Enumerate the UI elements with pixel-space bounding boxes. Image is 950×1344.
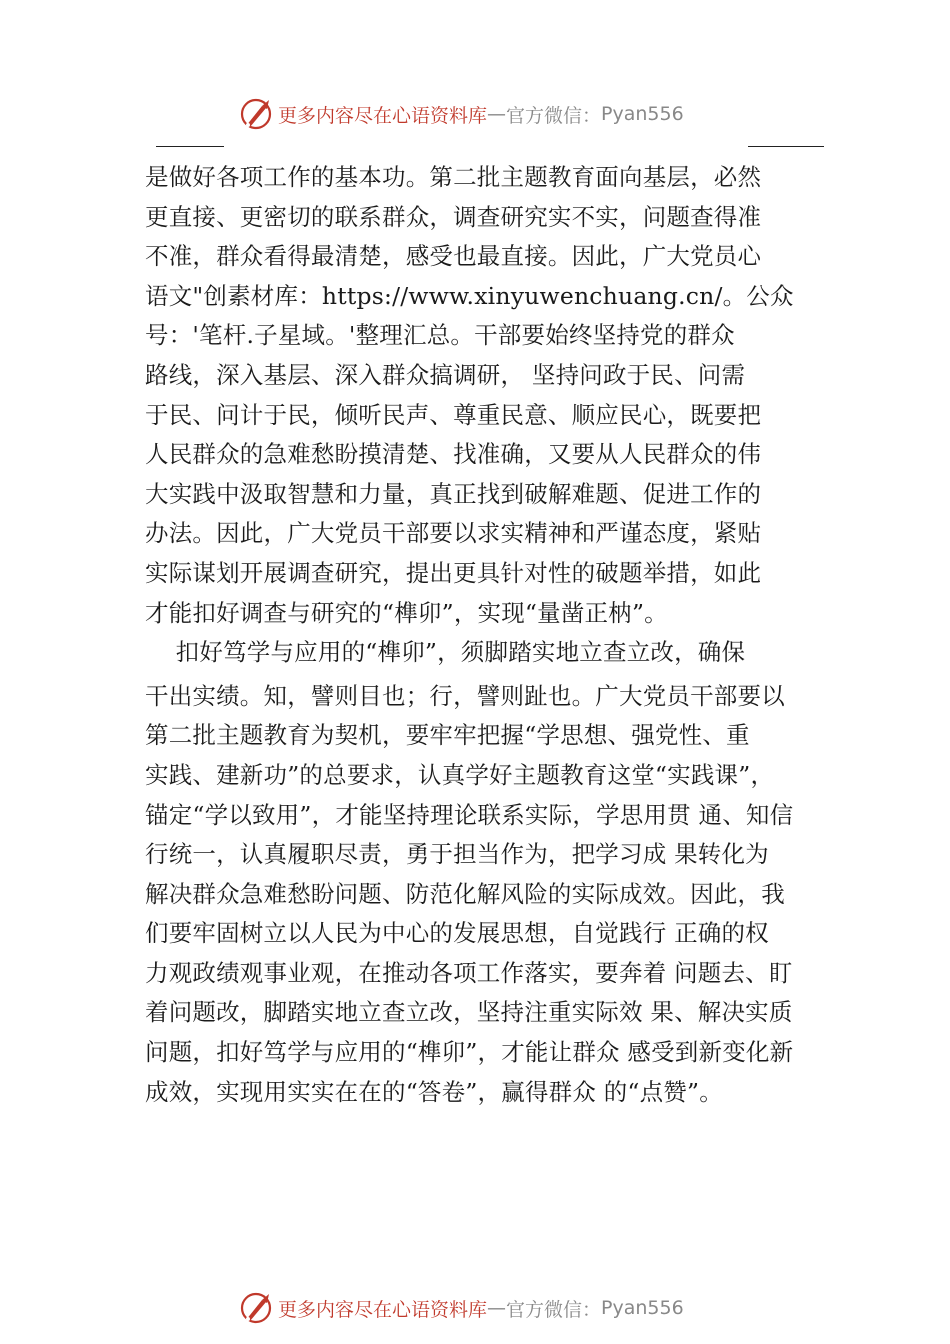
text-line: 才能扣好调查与研究的“榫卯”，实现“量凿正枘”。 <box>145 598 668 627</box>
text-line: 大实践中汲取智慧和力量，真正找到破解难题、促进工作的 <box>145 479 762 508</box>
text-line: 人民群众的急难愁盼摸清楚、找准确，又要从人民群众的伟 <box>145 440 762 469</box>
text-line: 是做好各项工作的基本功。第二批主题教育面向基层，必然 <box>145 163 762 191</box>
text-line: 办法。因此，广大党员干部要以求实精神和严谨态度，紧贴 <box>145 519 762 548</box>
text-line: 号：'笔杆.子星域。'整理汇总。干部要始终坚持党的群众 <box>145 321 735 350</box>
text-line: 问题，扣好笃学与应用的“榫卯”，才能让群众 感受到新变化新 <box>145 1038 794 1067</box>
text-line: 锚定“学以致用”，才能坚持理论联系实际，学思用贯 通、知信 <box>145 800 794 829</box>
text-line: 干出实绩。知，譬则目也；行，譬则趾也。广大党员干部要以 <box>145 681 785 710</box>
text-line: 实践、建新功”的总要求，认真学好主题教育这堂“实践课”， <box>145 760 775 789</box>
footer-wechat-id: Pyan556 <box>601 1297 684 1319</box>
text-line: 力观政绩观事业观，在推动各项工作落实，要奔着 问题去、盯 <box>145 958 793 987</box>
text-line: 不准，群众看得最清楚，感受也最直接。因此，广大党员心 <box>145 242 762 271</box>
text-line: 实际谋划开展调查研究，提出更具针对性的破题举措，如此 <box>145 558 762 587</box>
site-name: 更多内容尽在心语资料库 <box>278 104 488 127</box>
text-line: 成效，实现用实实在在的“答卷”，赢得群众 的“点赞”。 <box>145 1077 723 1106</box>
wechat-label: 官方微信： <box>506 104 602 127</box>
footer-banner <box>0 1286 950 1330</box>
text-line: 解决群众急难愁盼问题、防范化解风险的实际成效。因此，我 <box>145 879 785 908</box>
footer-banner-content <box>238 1290 684 1326</box>
text-line: 路线，深入基层、深入群众搞调研， 坚持问政于民、问需 <box>145 360 746 389</box>
header-rule-right <box>748 146 824 147</box>
header-rule-left <box>156 146 224 147</box>
footer-wechat-label: 官方微信： <box>506 1298 602 1321</box>
text-line: 行统一，认真履职尽责，勇于担当作为，把学习成 果转化为 <box>145 840 769 869</box>
text-line: 们要牢固树立以人民为中心的发展思想，自觉践行 正确的权 <box>145 919 769 948</box>
quill-pen-logo-icon <box>238 96 274 132</box>
footer-site-name: 更多内容尽在心语资料库 <box>278 1298 488 1321</box>
text-line: 语文"创素材库：https://www.xinyuwenchuang.cn/。公众 <box>145 281 794 310</box>
header-banner-content <box>238 96 684 132</box>
text-line: 第二批主题教育为契机，要牢牢把握“学思想、强党性、重 <box>145 721 750 750</box>
footer-separator: — <box>487 1297 507 1319</box>
document-body <box>145 158 845 1112</box>
wechat-id: Pyan556 <box>601 103 684 125</box>
header-banner <box>0 92 950 136</box>
banner-separator: — <box>487 103 507 125</box>
quill-pen-logo-icon <box>238 1290 274 1326</box>
text-line: 于民、问计于民，倾听民声、尊重民意、顺应民心，既要把 <box>145 400 762 429</box>
text-line: 更直接、更密切的联系群众，调查研究实不实，问题查得准 <box>145 202 762 231</box>
paragraph-start-line: 扣好笃学与应用的“榫卯”，须脚踏实地立查立改，确保 <box>145 638 746 667</box>
text-line: 着问题改，脚踏实地立查立改，坚持注重实际效 果、解决实质 <box>145 998 793 1027</box>
